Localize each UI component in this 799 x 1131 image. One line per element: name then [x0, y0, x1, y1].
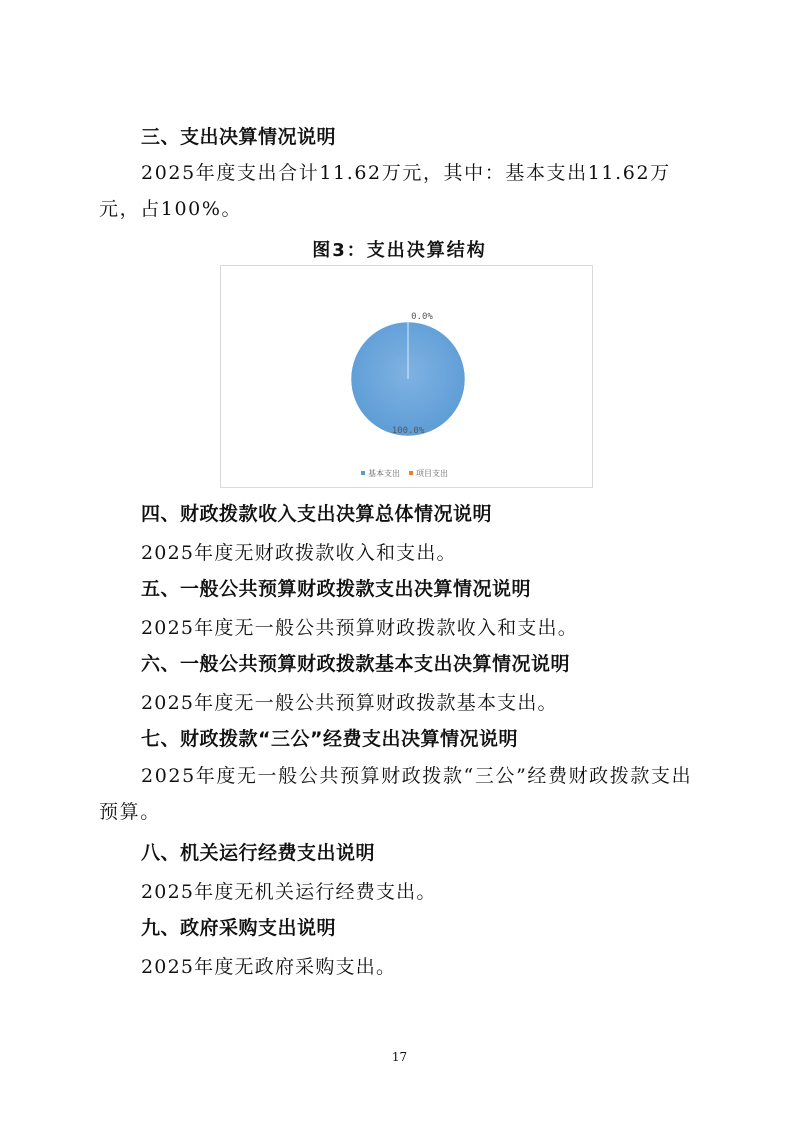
section-heading-expenditure: 三、支出决算情况说明	[141, 126, 337, 148]
section-body-expenditure: 2025年度支出合计11.62万元，其中：基本支出11.62万元，占100%。	[99, 162, 671, 220]
pie-data-label-2: 0.0%	[411, 312, 433, 322]
section-heading-fiscal-overview: 四、财政拨款收入支出决算总体情况说明	[141, 503, 493, 525]
legend-swatch-2	[409, 471, 413, 475]
section-body-fiscal-overview: 2025年度无财政拨款收入和支出。	[141, 542, 457, 564]
section-body-basic-expenditure: 2025年度无一般公共预算财政拨款基本支出。	[141, 692, 558, 714]
pie-chart-svg	[221, 266, 594, 489]
page-number: 17	[391, 1050, 408, 1064]
section-heading-basic-expenditure: 六、一般公共预算财政拨款基本支出决算情况说明	[141, 653, 571, 675]
pie-data-label-1: 100.0%	[391, 426, 425, 436]
legend-swatch-1	[361, 471, 365, 475]
section-body-three-public: 2025年度无一般公共预算财政拨款“三公”经费财政拨款支出预算。	[99, 765, 693, 823]
section-heading-operating: 八、机关运行经费支出说明	[141, 842, 376, 864]
legend-label-1: 基本支出	[368, 469, 400, 478]
section-heading-procurement: 九、政府采购支出说明	[141, 917, 337, 939]
section-body-procurement: 2025年度无政府采购支出。	[141, 956, 397, 978]
section-body-operating: 2025年度无机关运行经费支出。	[141, 881, 437, 903]
section-heading-general-budget: 五、一般公共预算财政拨款支出决算情况说明	[141, 578, 532, 600]
section-heading-three-public: 七、财政拨款“三公”经费支出决算情况说明	[141, 728, 518, 750]
legend-label-2: 项目支出	[416, 469, 448, 478]
figure-caption: 图3：支出决算结构	[312, 240, 487, 261]
section-body-general-budget: 2025年度无一般公共预算财政拨款收入和支出。	[141, 617, 578, 639]
expenditure-pie-chart	[220, 265, 593, 488]
